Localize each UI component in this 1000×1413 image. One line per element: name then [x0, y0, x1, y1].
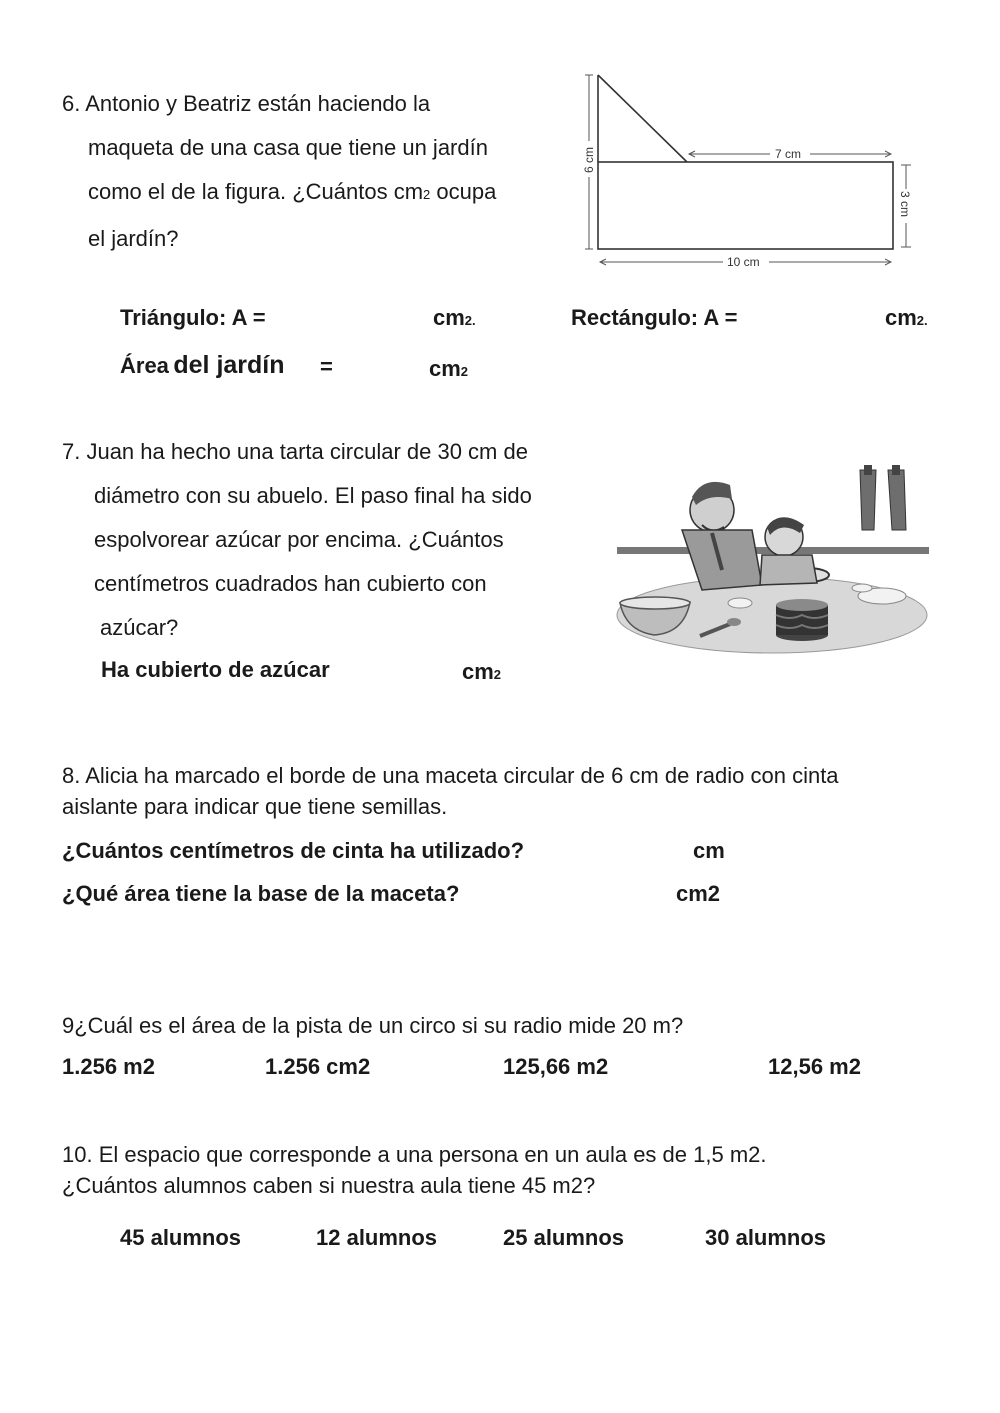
q8-question-2: ¿Qué área tiene la base de la maceta?	[62, 881, 460, 906]
q8-unit-2: cm2	[676, 881, 721, 906]
figure-label-bottom: 10 cm	[727, 255, 760, 269]
q7-line-1: 7. Juan ha hecho una tarta circular de 30 cm de	[62, 439, 528, 464]
rectangle-area-unit: cm2.	[885, 305, 928, 330]
q7-line-3: espolvorear azúcar por encima. ¿Cuántos	[94, 527, 504, 552]
q7-answer-unit: cm2	[462, 659, 502, 684]
q9-option-2: 1.256 cm2	[265, 1054, 371, 1079]
garden-area-unit: cm2	[429, 356, 469, 381]
q10-option-2: 12 alumnos	[316, 1225, 438, 1250]
q8-unit-1: cm	[693, 838, 725, 863]
q8-line-1: 8. Alicia ha marcado el borde de una maceta circular de 6 cm de radio con cinta	[62, 763, 839, 788]
figure-label-left: 6 cm	[582, 146, 596, 173]
q6-line-1: 6. Antonio y Beatriz están haciendo la	[62, 91, 431, 116]
q9-option-3: 125,66 m2	[503, 1054, 609, 1079]
garden-area-label: Área del jardín	[120, 351, 285, 379]
garden-area-equals: =	[320, 354, 333, 379]
q9-option-4: 12,56 m2	[768, 1054, 861, 1079]
q8-text	[62, 760, 839, 822]
q10-text	[62, 1139, 767, 1201]
q7-answer-label: Ha cubierto de azúcar	[101, 657, 330, 682]
q7-line-5: azúcar?	[100, 615, 179, 640]
q9-option-1: 1.256 m2	[62, 1054, 155, 1079]
q8-question-1: ¿Cuántos centímetros de cinta ha utilizado?	[62, 838, 525, 863]
q7-line-4: centímetros cuadrados han cubierto con	[94, 571, 487, 596]
q7-text	[62, 430, 532, 650]
q7-line-2: diámetro con su abuelo. El paso final ha sido	[94, 483, 532, 508]
q8-line-2: aislante para indicar que tiene semillas.	[62, 794, 448, 819]
q10-line-1: 10. El espacio que corresponde a una persona en un aula es de 1,5 m2.	[62, 1142, 767, 1167]
q10-option-3: 25 alumnos	[503, 1225, 625, 1250]
garden-figure	[575, 65, 920, 275]
q9-question: 9¿Cuál es el área de la pista de un circo si su radio mide 20 m?	[62, 1013, 684, 1038]
figure-label-top: 7 cm	[775, 147, 802, 161]
q10-option-4: 30 alumnos	[705, 1225, 827, 1250]
baking-illustration	[612, 455, 934, 660]
q6-line-4: el jardín?	[88, 226, 179, 251]
q6-text	[62, 82, 496, 261]
q10-option-1: 45 alumnos	[120, 1225, 242, 1250]
q6-line-2: maqueta de una casa que tiene un jardín	[88, 135, 488, 160]
triangle-area-unit: cm2.	[433, 305, 476, 330]
rectangle-area-label: Rectángulo: A =	[571, 305, 738, 330]
q10-line-2: ¿Cuántos alumnos caben si nuestra aula tiene 45 m2?	[62, 1173, 596, 1198]
figure-label-right: 3 cm	[898, 191, 912, 218]
triangle-area-label: Triángulo: A =	[120, 305, 266, 330]
q6-line-3: como el de la figura. ¿Cuántos cm2 ocupa	[88, 179, 497, 204]
